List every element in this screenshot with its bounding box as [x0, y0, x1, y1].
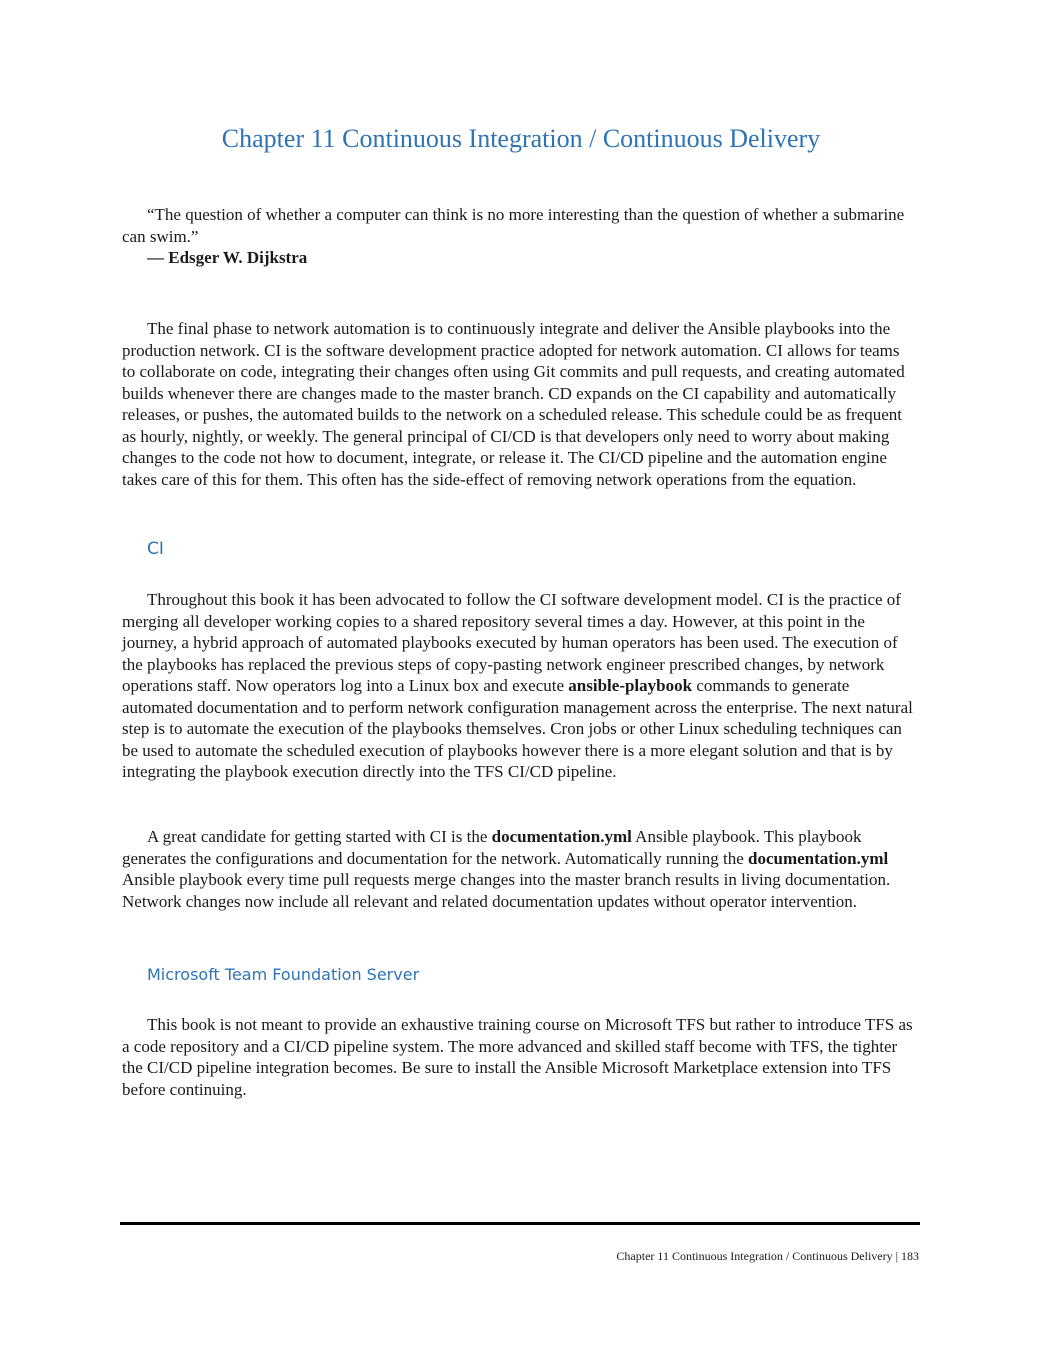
ci-paragraph-2-text-a: A great candidate for getting started with CI is the	[147, 827, 492, 846]
ci-paragraph-2-text-c: Ansible playbook every time pull requests merge changes into the master branch results in living documentation. Network changes now include all relevant and related documentation updates without operator intervention.	[122, 870, 891, 911]
footer-divider	[120, 1222, 920, 1225]
chapter-title: Chapter 11 Continuous Integration / Continuous Delivery	[221, 124, 821, 153]
epigraph-author: — Edsger W. Dijkstra	[147, 248, 308, 267]
ci-paragraph-1-text-a: Throughout this book it has been advocated to follow the CI software development model. CI is the practice of merging all developer working copies to a shared repository several times a day. However, at this point in the journey, a hybrid approach of automated playbooks executed by human operators has been used. The execution of the playbooks has replaced the previous steps of copy-pasting network engineer prescribed changes, by network operations staff. Now operators log into a Linux box and execute	[122, 590, 901, 695]
footer-running-title: Chapter 11 Continuous Integration / Continuous Delivery	[616, 1249, 893, 1263]
page-footer	[616, 1248, 919, 1264]
section-heading-tfs: Microsoft Team Foundation Server	[147, 965, 420, 984]
documentation-yml-ref-1: documentation.yml	[491, 827, 632, 846]
ci-paragraph-2-text-b: Ansible playbook. This playbook generates the configurations and documentation for the network. Automatically running the	[122, 827, 862, 868]
ansible-playbook-command: ansible-playbook	[568, 676, 693, 695]
intro-paragraph: The final phase to network automation is to continuously integrate and deliver the Ansible playbooks into the production network. CI is the software development practice adopted for network automation. CI allows for teams to collaborate on code, integrating their changes often using Git commits and pull requests, and creating automated builds whenever there are changes made to the master branch. CD expands on the CI capability and automatically releases, or pushes, the automated builds to the network on a scheduled release. This schedule could be as frequent as hourly, nightly, or weekly. The general principal of CI/CD is that developers only need to worry about making changes to the code not how to document, integrate, or release it. The CI/CD pipeline and the automation engine takes care of this for them. This often has the side-effect of removing network operations from the equation.	[122, 319, 905, 489]
epigraph-quote: “The question of whether a computer can think is no more interesting than the question of whether a submarine can swim.”	[122, 205, 905, 246]
documentation-yml-ref-2: documentation.yml	[748, 848, 889, 868]
footer-separator: |	[895, 1249, 898, 1263]
page-number: 183	[901, 1249, 919, 1263]
tfs-paragraph-1: This book is not meant to provide an exhaustive training course on Microsoft TFS but rather to introduce TFS as a code repository and a CI/CD pipeline system. The more advanced and skilled staff become with TFS, the tighter the CI/CD pipeline integration becomes. Be sure to install the Ansible Microsoft Marketplace extension into TFS before continuing.	[122, 1015, 913, 1099]
section-heading-ci: CI	[147, 539, 164, 559]
ci-paragraph-1-text-b: commands to generate automated documentation and to perform network configuration management across the enterprise. The next natural step is to automate the execution of the playbooks themselves. Cron jobs or other Linux scheduling techniques can be used to automate the scheduled execution of playbooks however there is a more elegant solution and that is by integrating the playbook execution directly into the TFS CI/CD pipeline.	[122, 676, 913, 781]
ci-paragraph-1	[122, 589, 914, 783]
ci-paragraph-2	[122, 826, 914, 912]
